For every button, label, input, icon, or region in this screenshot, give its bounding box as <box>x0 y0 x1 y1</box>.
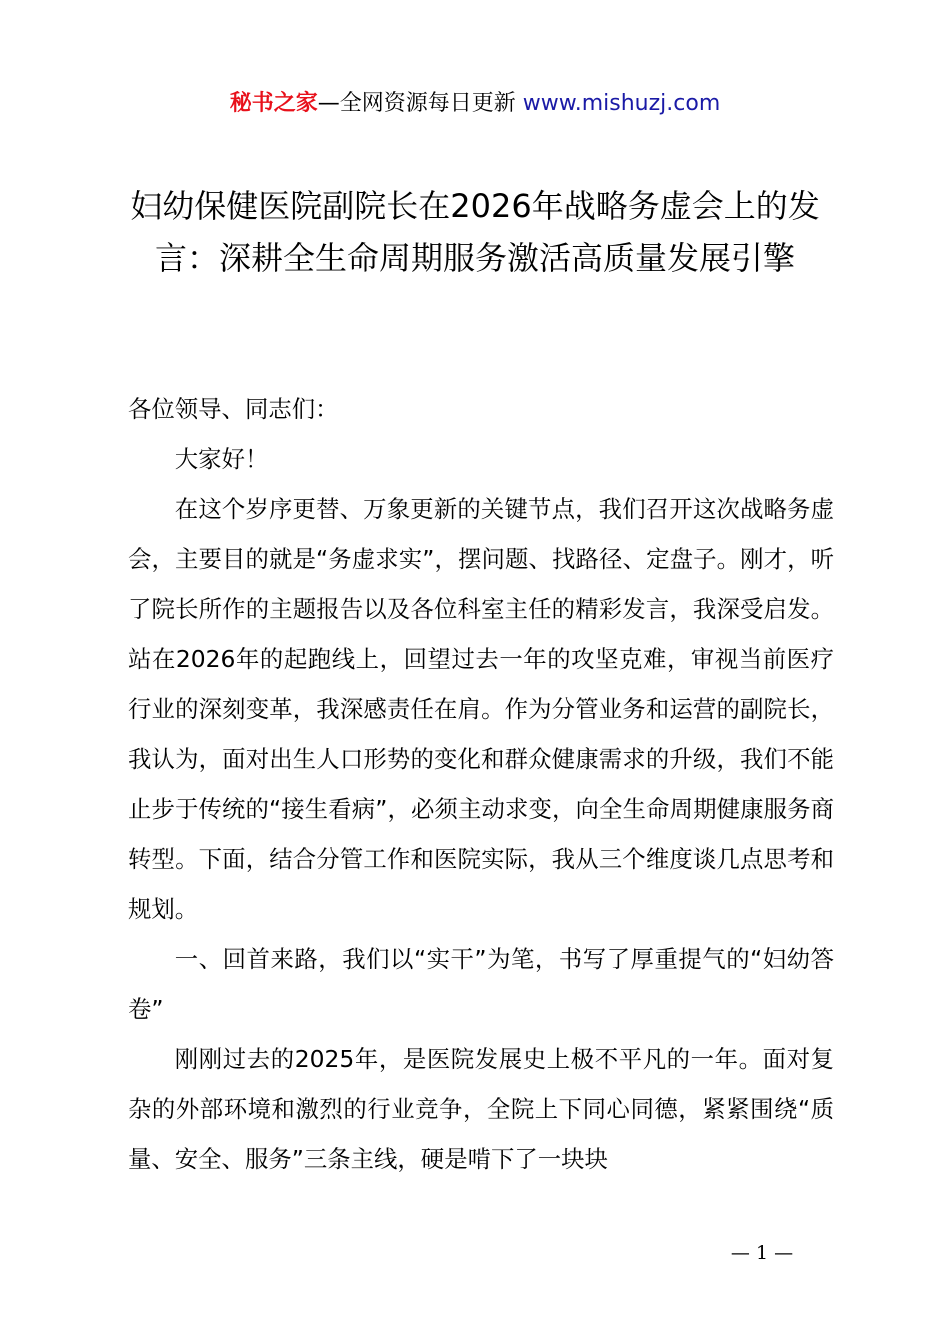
brand-name: 秘书之家 <box>229 91 318 116</box>
paragraph-opening: 在这个岁序更替、万象更新的关键节点，我们召开这次战略务虚会，主要目的就是“务虚求实”，摆问题、找路径、定盘子。刚才，听了院长所作的主题报告以及各位科室主任的精彩发言，我深受启发。站在2026年的起跑线上，回望过去一年的攻坚克难，审视当前医疗行业的深刻变革，我深感责任在肩。作为分管业务和运营的副院长，我认为，面对出生人口形势的变化和群众健康需求的升级，我们不能止步于传统的“接生看病”，必须主动求变，向全生命周期健康服务商转型。下面，结合分管工作和医院实际，我从三个维度谈几点思考和规划。 <box>128 495 834 923</box>
header-tagline: —全网资源每日更新 <box>317 91 516 116</box>
salutation: 各位领导、同志们： <box>128 395 339 423</box>
section-heading-1: 一、回首来路，我们以“实干”为笔，书写了厚重提气的“妇幼答卷” <box>128 945 834 1023</box>
document-title: 妇幼保健医院副院长在2026年战略务虚会上的发言：深耕全生命周期服务激活高质量发展引擎 <box>130 187 820 277</box>
site-url-link[interactable]: www.mishuzj.com <box>522 91 721 116</box>
paragraph-review-2025: 刚刚过去的2025年，是医院发展史上极不平凡的一年。面对复杂的外部环境和激烈的行业竞争，全院上下同心同德，紧紧围绕“质量、安全、服务”三条主线，硬是啃下了一块块 <box>128 1045 834 1173</box>
site-header <box>0 88 950 120</box>
document-body <box>128 384 834 1184</box>
page-number: — 1 — <box>730 1242 794 1264</box>
greeting: 大家好！ <box>174 445 269 473</box>
